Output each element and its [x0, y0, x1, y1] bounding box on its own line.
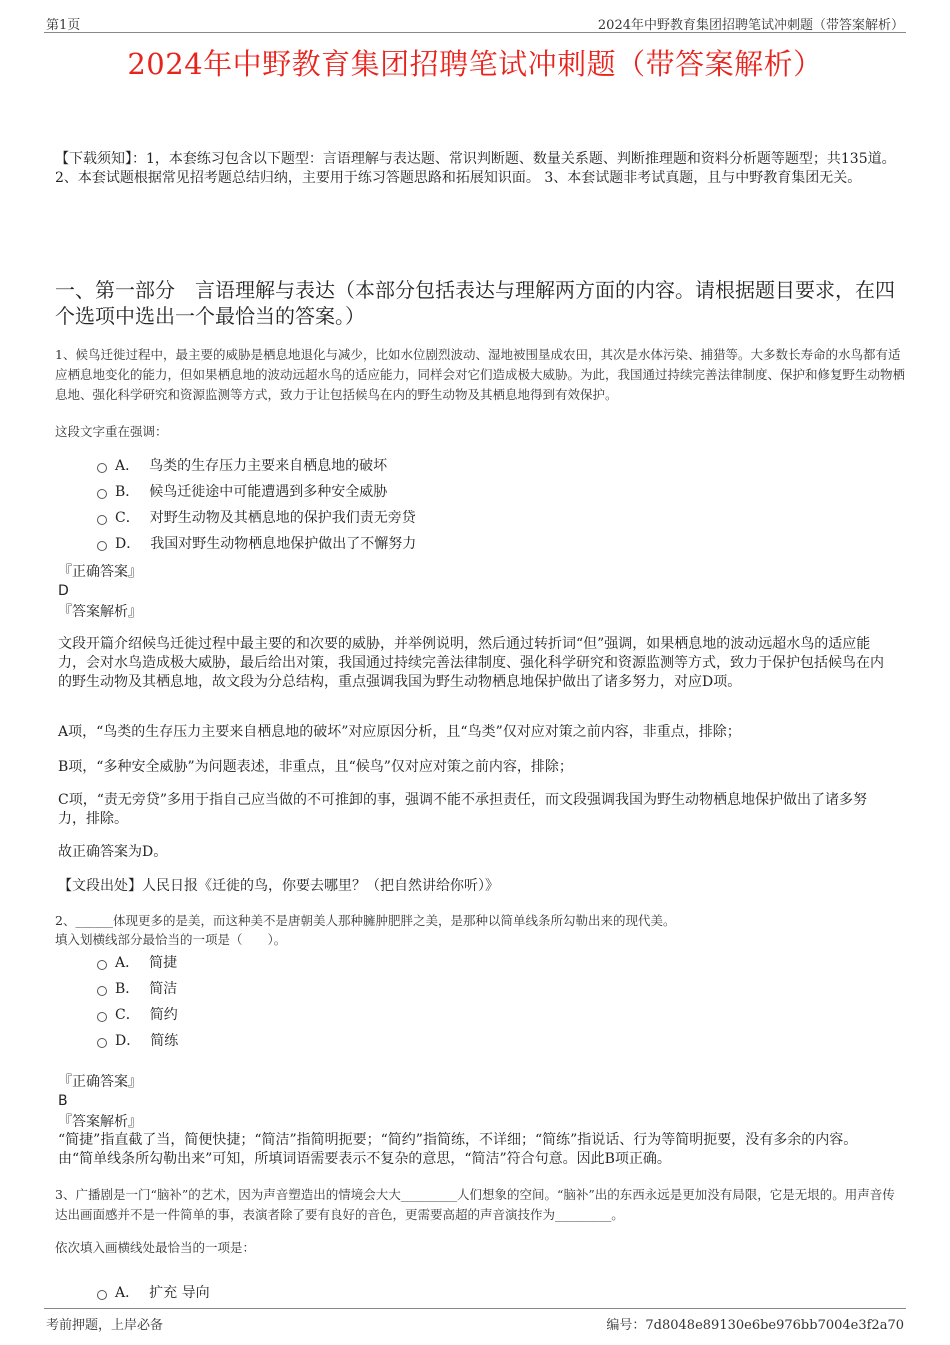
q2-option-b[interactable]: B． 简洁	[97, 979, 177, 999]
q1-option-d[interactable]: D． 我国对野生动物栖息地保护做出了不懈努力	[97, 534, 416, 554]
radio-icon[interactable]	[97, 515, 107, 525]
radio-icon[interactable]	[97, 1012, 107, 1022]
radio-icon[interactable]	[97, 960, 107, 970]
q1-option-c[interactable]: C． 对野生动物及其栖息地的保护我们责无旁贷	[97, 508, 416, 528]
q2-answer-label: 『正确答案』	[58, 1074, 142, 1090]
q2-stem: 2、______体现更多的是美，而这种美不是唐朝美人那种臃肿肥胖之美，是那种以简单线条所勾勒出来的现代美。	[55, 913, 676, 928]
q1-stem: 1、候鸟迁徙过程中，最主要的威胁是栖息地退化与减少，比如水位剧烈波动、湿地被围垦成农田，其次是水体污染、捕猎等。大多数长寿命的水鸟都有适应栖息地变化的能力，但如果栖息地的波动远超水鸟的适应能力，同样会对它们造成极大威胁。为此，我国通过持续完善法律制度、保护和修复野生动物栖息地、强化科学研究和资源监测等方式，致力于让包括候鸟在内的野生动物及其栖息地得到有效保护。	[55, 347, 906, 402]
q1-conclusion: 故正确答案为D。	[58, 844, 168, 860]
q2-analysis: “简捷”指直截了当，简便快捷；“简洁”指简明扼要；“简约”指简练，不详细；“简练”指说话、行为等简明扼要，没有多余的内容。由“简单线条所勾勒出来”可知，所填词语需要表示不复杂的意思，“简洁”符合句意。因此B项正确。	[58, 1132, 858, 1167]
q1-analysis-label: 『答案解析』	[58, 604, 142, 620]
radio-icon[interactable]	[97, 463, 107, 473]
page-number: 第1页	[46, 18, 81, 33]
q1-option-a[interactable]: A． 鸟类的生存压力主要来自栖息地的破坏	[97, 456, 387, 476]
q1-analysis-a: A项，“鸟类的生存压力主要来自栖息地的破坏”对应原因分析，且“鸟类”仅对应对策之前内容，非重点，排除；	[58, 724, 741, 740]
q1-answer: D	[58, 583, 69, 599]
q1-option-b[interactable]: B． 候鸟迁徙途中可能遭遇到多种安全威胁	[97, 482, 387, 502]
download-notice: 【下载须知】：1，本套练习包含以下题型：言语理解与表达题、常识判断题、数量关系题、判断推理题和资料分析题等题型；共135道。 2、本套试题根据常见招考题总结归纳，主要用于练习答题思路和拓展知识面。 3、本套试题非考试真题，且与中野教育集团无关。	[55, 151, 896, 186]
q2-option-d[interactable]: D． 简练	[97, 1031, 178, 1051]
q2-option-a[interactable]: A． 简捷	[97, 953, 177, 973]
footer-divider	[44, 1308, 906, 1309]
q1-source: 【文段出处】人民日报《迁徙的鸟，你要去哪里？（把自然讲给你听）》	[58, 878, 499, 894]
q3-prompt: 依次填入画横线处最恰当的一项是：	[55, 1240, 256, 1255]
q1-answer-label: 『正确答案』	[58, 564, 142, 580]
q1-analysis-summary: 文段开篇介绍候鸟迁徙过程中最主要的和次要的威胁，并举例说明，然后通过转折词“但”强调，如果栖息地的波动远超水鸟的适应能力，会对水鸟造成极大威胁，最后给出对策，我国通过持续完善法律制度、强化科学研究和资源监测等方式，致力于保护包括候鸟在内的野生动物及其栖息地，故文段为分总结构，重点强调我国为野生动物栖息地保护做出了诸多努力，对应D项。	[58, 636, 884, 690]
q2-option-c[interactable]: C． 简约	[97, 1005, 178, 1025]
radio-icon[interactable]	[97, 489, 107, 499]
radio-icon[interactable]	[97, 541, 107, 551]
radio-icon[interactable]	[97, 1290, 107, 1300]
radio-icon[interactable]	[97, 986, 107, 996]
q2-prompt: 填入划横线部分最恰当的一项是（ ）。	[55, 932, 287, 947]
document-id: 编号：7d8048e89130e6be976bb7004e3f2a70	[606, 1318, 904, 1333]
q2-answer: B	[58, 1093, 68, 1109]
document-title: 2024年中野教育集团招聘笔试冲刺题（带答案解析）	[127, 47, 823, 81]
q1-prompt: 这段文字重在强调：	[55, 424, 168, 439]
section-heading: 一、第一部分 言语理解与表达（本部分包括表达与理解两方面的内容。请根据题目要求，在四个选项中选出一个最恰当的答案。）	[55, 278, 895, 328]
q1-analysis-c: C项，“责无旁贷”多用于指自己应当做的不可推卸的事，强调不能不承担责任，而文段强调我国为野生动物栖息地保护做出了诸多努力，排除。	[58, 792, 868, 827]
radio-icon[interactable]	[97, 1038, 107, 1048]
q1-analysis-b: B项，“多种安全威胁”为问题表述，非重点，且“候鸟”仅对应对策之前内容，排除；	[58, 759, 573, 775]
q3-option-a[interactable]: A． 扩充 导向	[97, 1283, 210, 1303]
running-title: 2024年中野教育集团招聘笔试冲刺题（带答案解析）	[597, 18, 904, 33]
q2-analysis-label: 『答案解析』	[58, 1114, 142, 1130]
header-divider	[44, 32, 906, 33]
q3-stem: 3、广播剧是一门“脑补”的艺术，因为声音塑造出的情境会大大_________人们想象的空间。“脑补”出的东西永远是更加没有局限，它是无垠的。用声音传达出画面感并不是一件简单的事，表演者除了要有良好的音色，更需要高超的声音演技作为_________。	[55, 1187, 895, 1222]
footer-slogan: 考前押题，上岸必备	[46, 1318, 164, 1333]
